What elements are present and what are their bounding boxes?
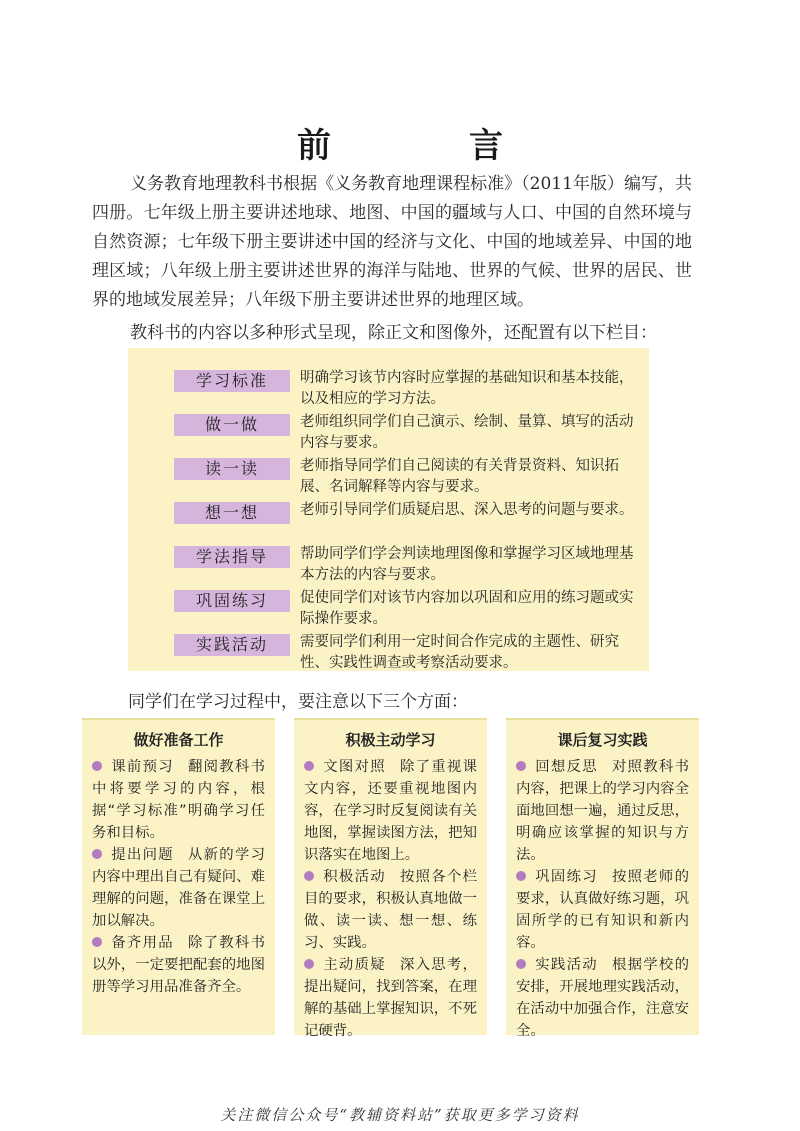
item-text: 按照各个栏目的要求，积极认真地做一做、读一读、想一想、练习、实践。: [304, 869, 477, 951]
column-description: 老师指导同学们自己阅读的有关背景资料、知识拓展、名词解释等内容与要求。: [300, 458, 619, 495]
list-item: [304, 954, 477, 1042]
column-description: 老师引导同学们质疑启思、深入思考的问题与要求。: [300, 502, 634, 518]
column-row: [128, 356, 649, 407]
bullet-dot-icon: [92, 849, 102, 859]
item-title: 主动质疑: [322, 957, 386, 973]
item-text: 根据学校的安排，开展地理实践活动，在活动中加强合作，注意安全。: [516, 957, 689, 1039]
bullet-dot-icon: [304, 871, 314, 881]
column-tag: 巩固练习: [174, 590, 290, 612]
panel-review-practice: [506, 718, 699, 1039]
list-item: [304, 866, 477, 954]
column-row: [128, 532, 649, 583]
item-title: 提出问题: [110, 847, 174, 863]
column-description: 需要同学们利用一定时间合作完成的主题性、研究性、实践性调查或考察活动要求。: [300, 634, 619, 671]
panel-active-learning: [294, 718, 487, 1039]
item-title: 巩固练习: [534, 869, 598, 885]
list-item: [304, 756, 477, 866]
column-row: [128, 620, 649, 671]
intro-paragraph: 义务教育地理教科书根据《义务教育地理课程标准》（2011年版）编写，共四册。七年级上册主要讲述地球、地图、中国的疆域与人口、中国的自然环境与自然资源；七年级下册主要讲述中国的经济与文化、中国的地域差异、中国的地理区域；八年级上册主要讲述世界的海洋与陆地、世界的气候、世界的居民、世界的地域发展差异；八年级下册主要讲述世界的地理区域。: [92, 174, 692, 310]
list-item: [92, 844, 265, 932]
column-row: [128, 576, 649, 627]
bullet-dot-icon: [304, 959, 314, 969]
list-item: [92, 756, 265, 844]
column-tag: 实践活动: [174, 634, 290, 656]
footer-note: 关注微信公众号“教辅资料站”获取更多学习资料: [220, 1106, 580, 1124]
bullet-dot-icon: [92, 761, 102, 771]
item-title: 课前预习: [110, 759, 174, 775]
item-title: 回想反思: [534, 759, 598, 775]
column-description: 促使同学们对该节内容加以巩固和应用的练习题或实际操作要求。: [300, 590, 634, 627]
column-tag: 学法指导: [174, 546, 290, 568]
columns-table: [128, 348, 649, 671]
item-title: 实践活动: [534, 957, 598, 973]
item-title: 文图对照: [322, 759, 386, 775]
column-row: [128, 488, 649, 532]
list-item: [516, 866, 689, 954]
column-description: 帮助同学们学会判读地理图像和掌握学习区域地理基本方法的内容与要求。: [300, 546, 634, 583]
bullet-dot-icon: [516, 959, 526, 969]
column-row: [128, 400, 649, 451]
panel-title: 积极主动学习: [345, 731, 436, 749]
item-text: 深入思考，提出疑问，找到答案，在理解的基础上掌握知识，不死记硬背。: [304, 957, 477, 1039]
column-description: 明确学习该节内容时应掌握的基础知识和基本技能，以及相应的学习方法。: [300, 370, 634, 407]
aspects-intro: 同学们在学习过程中，要注意以下三个方面：: [128, 692, 468, 712]
panel-title: 课后复习实践: [557, 731, 648, 749]
bullet-dot-icon: [92, 937, 102, 947]
column-tag: 做一做: [174, 414, 290, 436]
item-text: 对照教科书内容，把课上的学习内容全面地回想一遍，通过反思，明确应该掌握的知识与方法。: [516, 759, 689, 863]
item-text: 除了重视课文内容，还要重视地图内容，在学习时反复阅读有关地图，掌握读图方法，把知识落实在地图上。: [304, 759, 477, 863]
page-title: 前 言: [297, 126, 555, 166]
item-title: 备齐用品: [110, 935, 174, 951]
item-title: 积极活动: [322, 869, 386, 885]
column-tag: 想一想: [174, 502, 290, 524]
bullet-dot-icon: [516, 761, 526, 771]
columns-intro: 教科书的内容以多种形式呈现，除正文和图像外，还配置有以下栏目：: [130, 323, 657, 343]
item-text: 翻阅教科书中将要学习的内容，根据“学习标准”明确学习任务和目标。: [92, 759, 265, 841]
panel-title: 做好准备工作: [133, 731, 224, 749]
list-item: [516, 756, 689, 866]
list-item: [92, 932, 265, 998]
column-tag: 读一读: [174, 458, 290, 480]
list-item: [516, 954, 689, 1042]
column-description: 老师组织同学们自己演示、绘制、量算、填写的活动内容与要求。: [300, 414, 634, 451]
item-text: 除了教科书以外，一定要把配套的地图册等学习用品准备齐全。: [92, 935, 265, 995]
column-row: [128, 444, 649, 495]
bullet-dot-icon: [516, 871, 526, 881]
bullet-dot-icon: [304, 761, 314, 771]
item-text: 按照老师的要求，认真做好练习题，巩固所学的已有知识和新内容。: [516, 869, 689, 951]
column-tag: 学习标准: [174, 370, 290, 392]
panel-preparation: [82, 718, 275, 1035]
item-text: 从新的学习内容中理出自己有疑问、难理解的问题，准备在课堂上加以解决。: [92, 847, 265, 929]
